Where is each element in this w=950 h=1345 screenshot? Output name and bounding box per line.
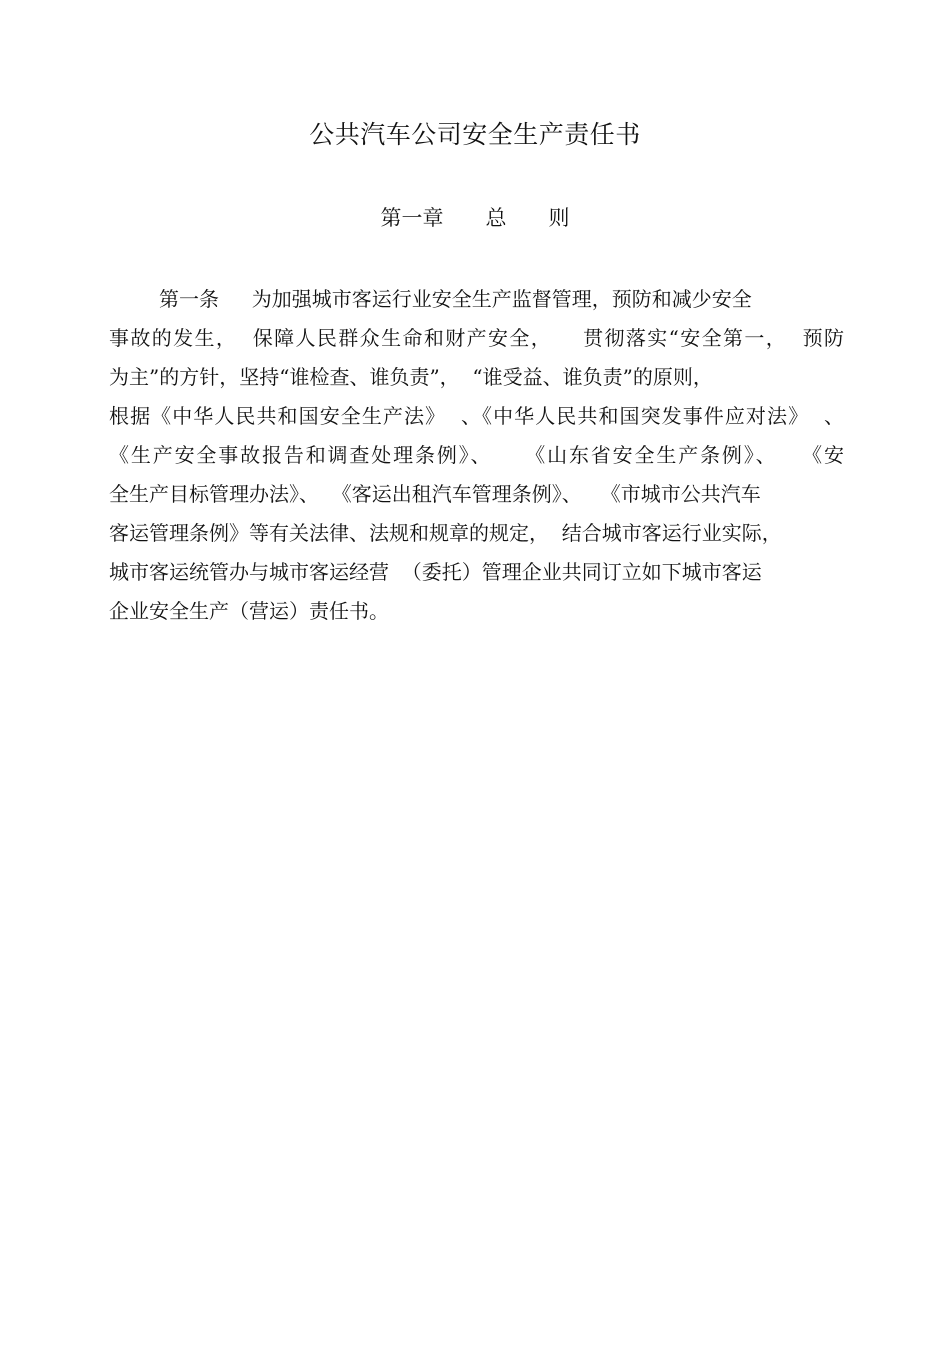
article-line: 为主”的方针，坚持“谁检查、谁负责”， “谁受益、谁负责”的原则，: [109, 365, 713, 389]
chapter-heading: 第一章 总 则: [380, 206, 570, 230]
article-line: 《生产安全事故报告和调查处理条例》、 《山东省安全生产条例》、 《安: [109, 443, 844, 467]
article-1: [109, 280, 844, 631]
article-line: 全生产目标管理办法》、 《客运出租汽车管理条例》、 《市城市公共汽车: [109, 482, 761, 506]
article-line: 第一条 为加强城市客运行业安全生产监督管理，预防和减少安全: [159, 287, 752, 311]
article-line: 根据《中华人民共和国安全生产法》 、《中华人民共和国突发事件应对法》 、: [109, 404, 844, 428]
article-line: 客运管理条例》等有关法律、法规和规章的规定， 结合城市客运行业实际，: [109, 521, 782, 545]
article-line: 企业安全生产（营运）责任书。: [109, 599, 389, 623]
article-line: 事故的发生， 保障人民群众生命和财产安全， 贯彻落实“安全第一， 预防: [109, 326, 844, 350]
document-title: 公共汽车公司安全生产责任书: [309, 120, 641, 149]
article-line: 城市客运统管办与城市客运经营 （委托）管理企业共同订立如下城市客运: [109, 560, 762, 584]
